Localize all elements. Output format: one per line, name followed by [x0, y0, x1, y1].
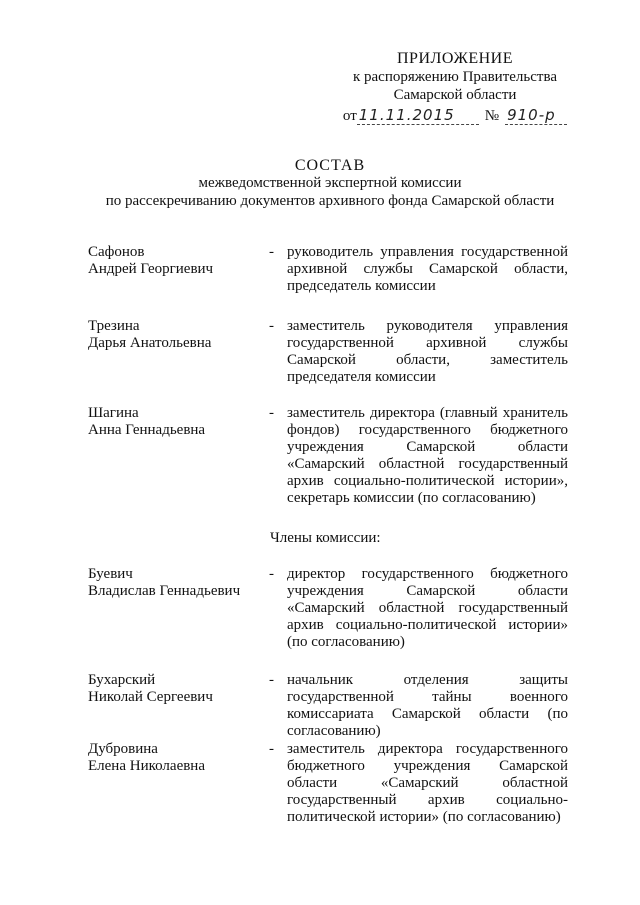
- member-surname: Шагина: [88, 405, 139, 421]
- member-dash: -: [269, 672, 274, 688]
- subtitle-line-2: по рассекречиванию документов архивного фонда Самарской области: [105, 193, 555, 209]
- member-surname: Трезина: [88, 318, 140, 334]
- member-given-names: Дарья Анатольевна: [88, 335, 212, 351]
- member-given-names: Елена Николаевна: [88, 758, 205, 774]
- member-name: [88, 244, 258, 278]
- member-name: [88, 318, 258, 352]
- order-date: 11.11.2015: [357, 106, 479, 125]
- member-surname: Буевич: [88, 566, 133, 582]
- member-name: [88, 741, 258, 775]
- appendix-line-1: к распоряжению Правительства: [352, 69, 557, 85]
- member-dash: -: [269, 741, 274, 757]
- order-number: 910-р: [505, 106, 567, 125]
- member-dash: -: [269, 566, 274, 582]
- from-label: от: [342, 108, 357, 124]
- document-subtitle: [60, 174, 600, 210]
- member-given-names: Николай Сергеевич: [88, 689, 213, 705]
- member-role: заместитель директора (главный хранитель фондов) государственного бюджетного учреждения Самарской области «Самарский областной государственный архив социально-политической истории», секретарь комиссии (по согласованию): [287, 405, 568, 506]
- appendix-line-2: Самарской области: [393, 87, 517, 103]
- member-role: заместитель руководителя управления государственной архивной службы Самарской области, заместитель председателя комиссии: [287, 318, 568, 385]
- member-role: заместитель директора государственного бюджетного учреждения Самарской области «Самарский областной государственный архив социально-политической истории» (по согласованию): [287, 741, 568, 825]
- subtitle-line-1: межведомственной экспертной комиссии: [198, 175, 462, 191]
- appendix-title: ПРИЛОЖЕНИЕ: [396, 50, 513, 67]
- number-sign: №: [484, 108, 500, 124]
- member-name: [88, 405, 258, 439]
- member-surname: Бухарский: [88, 672, 156, 688]
- member-dash: -: [269, 244, 274, 260]
- member-name: [88, 672, 258, 706]
- member-name: [88, 566, 258, 600]
- section-label-members: Члены комиссии:: [270, 530, 381, 546]
- member-dash: -: [269, 405, 274, 421]
- member-dash: -: [269, 318, 274, 334]
- member-role: начальник отделения защиты государственной тайны военного комиссариата Самарской области (по согласованию): [287, 672, 568, 739]
- member-role: руководитель управления государственной архивной службы Самарской области, председатель комиссии: [287, 244, 568, 294]
- appendix-header: [340, 50, 570, 125]
- member-given-names: Анна Геннадьевна: [88, 422, 206, 438]
- order-reference: [340, 106, 570, 125]
- member-surname: Дубровина: [88, 741, 158, 757]
- member-given-names: Андрей Георгиевич: [88, 261, 214, 277]
- member-given-names: Владислав Геннадьевич: [88, 583, 241, 599]
- member-role: директор государственного бюджетного учреждения Самарской области «Самарский областной государственный архив социально-политической истории» (по согласованию): [287, 566, 568, 650]
- document-title: СОСТАВ: [294, 157, 366, 174]
- member-surname: Сафонов: [88, 244, 145, 260]
